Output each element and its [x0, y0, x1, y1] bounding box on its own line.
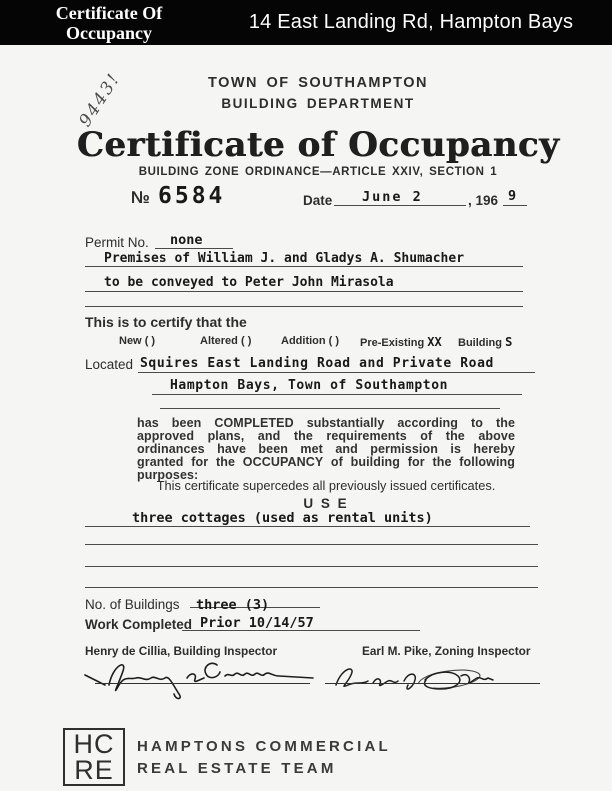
use-value-rule — [85, 526, 530, 527]
checkbox-addition-value: ( ) — [328, 335, 340, 347]
hcre-logo-line2: RE — [74, 755, 114, 785]
checkbox-altered-value: ( ) — [240, 335, 252, 347]
building-inspector-signature — [83, 655, 328, 703]
year-fill-line — [503, 205, 527, 206]
premises-line2: to be conveyed to Peter John Mirasola — [104, 275, 394, 290]
hcre-logo — [63, 728, 125, 786]
date-label: Date — [303, 193, 333, 208]
checkbox-new-label: New — [119, 335, 142, 347]
certificate-title: Certificate of Occupancy — [76, 125, 560, 165]
brand-name-line2: REAL ESTATE TEAM — [137, 760, 337, 777]
year-prefix: , 196 — [468, 193, 499, 208]
located-line1-rule — [138, 372, 535, 373]
work-completed-value: Prior 10/14/57 — [200, 615, 314, 631]
checkbox-building-label: Building — [458, 337, 502, 349]
checkbox-altered-label: Altered — [200, 335, 238, 347]
located-label: Located — [85, 357, 134, 372]
viewer-header-bar — [0, 0, 612, 45]
checkbox-building-value: S — [505, 335, 513, 349]
certify-label: This is to certify that the — [85, 314, 247, 330]
checkbox-addition-label: Addition — [281, 335, 326, 347]
zoning-inspector-name: Earl M. Pike, Zoning Inspector — [362, 644, 531, 658]
blank-line — [85, 306, 523, 307]
permit-fill-line — [155, 248, 233, 249]
checkbox-new-value: ( ) — [144, 335, 156, 347]
building-inspector-name: Henry de Cillia, Building Inspector — [85, 644, 278, 658]
checkbox-preexisting-label: Pre-Existing — [360, 337, 425, 349]
document-type-title — [0, 2, 218, 43]
checkbox-altered — [200, 335, 251, 347]
blank-line — [85, 587, 538, 588]
located-line2-rule — [152, 394, 522, 395]
blank-line — [85, 544, 538, 545]
buildings-label: No. of Buildings — [85, 597, 180, 612]
document-type-line2: Occupancy — [65, 23, 152, 43]
hcre-logo-line1: HC — [73, 729, 115, 759]
blank-line — [85, 566, 538, 567]
issuer-name: TOWN OF SOUTHAMPTON — [207, 75, 429, 91]
year-value: 9 — [508, 188, 517, 204]
issuer-department: BUILDING DEPARTMENT — [221, 96, 415, 111]
property-address: 14 East Landing Rd, Hampton Bays — [248, 11, 574, 33]
brand-name-line1: HAMPTONS COMMERCIAL — [137, 738, 391, 755]
supersede-note: This certificate supercedes all previously issued certificates. — [156, 478, 496, 493]
building-inspector-signature-line — [95, 683, 310, 684]
permit-value: none — [170, 232, 203, 248]
zoning-inspector-signature-line — [325, 683, 540, 684]
use-label: U S E — [303, 496, 349, 511]
premises-line1-rule — [85, 266, 523, 267]
checkbox-building — [458, 335, 512, 349]
document-type-line1: Certificate Of — [55, 3, 163, 23]
handwritten-number-note: 9443! — [75, 69, 125, 131]
certificate-number: 6584 — [158, 183, 226, 209]
located-line2: Hampton Bays, Town of Southampton — [170, 378, 449, 393]
checkbox-preexisting-value: XX — [427, 335, 442, 349]
premises-line1: Premises of William J. and Gladys A. Shumacher — [104, 251, 465, 266]
blank-line — [160, 408, 500, 409]
certificate-number-label: № — [131, 188, 150, 207]
located-line1: Squires East Landing Road and Private Road — [140, 356, 494, 371]
zoning-inspector-signature — [330, 659, 545, 701]
date-fill-line — [334, 205, 466, 206]
permit-label: Permit No. — [85, 235, 149, 250]
certificate-scan — [0, 45, 612, 728]
certificate-body-paragraph: has been COMPLETED substantially according to the approved plans, and the requirements of the above ordinances have been met and permission is hereby granted for the OCCUPANCY of building for the following purposes: — [137, 416, 515, 482]
use-value: three cottages (used as rental units) — [132, 510, 433, 526]
premises-line2-rule — [85, 291, 523, 292]
date-value: June 2 — [362, 189, 423, 205]
checkbox-preexisting — [360, 335, 442, 349]
buildings-value: three (3) — [196, 597, 270, 613]
certificate-subtitle: BUILDING ZONE ORDINANCE—ARTICLE XXIV, SECTION 1 — [138, 166, 498, 178]
brand-name — [137, 736, 391, 780]
checkbox-new — [119, 335, 155, 347]
work-completed-label: Work Completed — [85, 617, 193, 632]
checkbox-addition — [281, 335, 339, 347]
